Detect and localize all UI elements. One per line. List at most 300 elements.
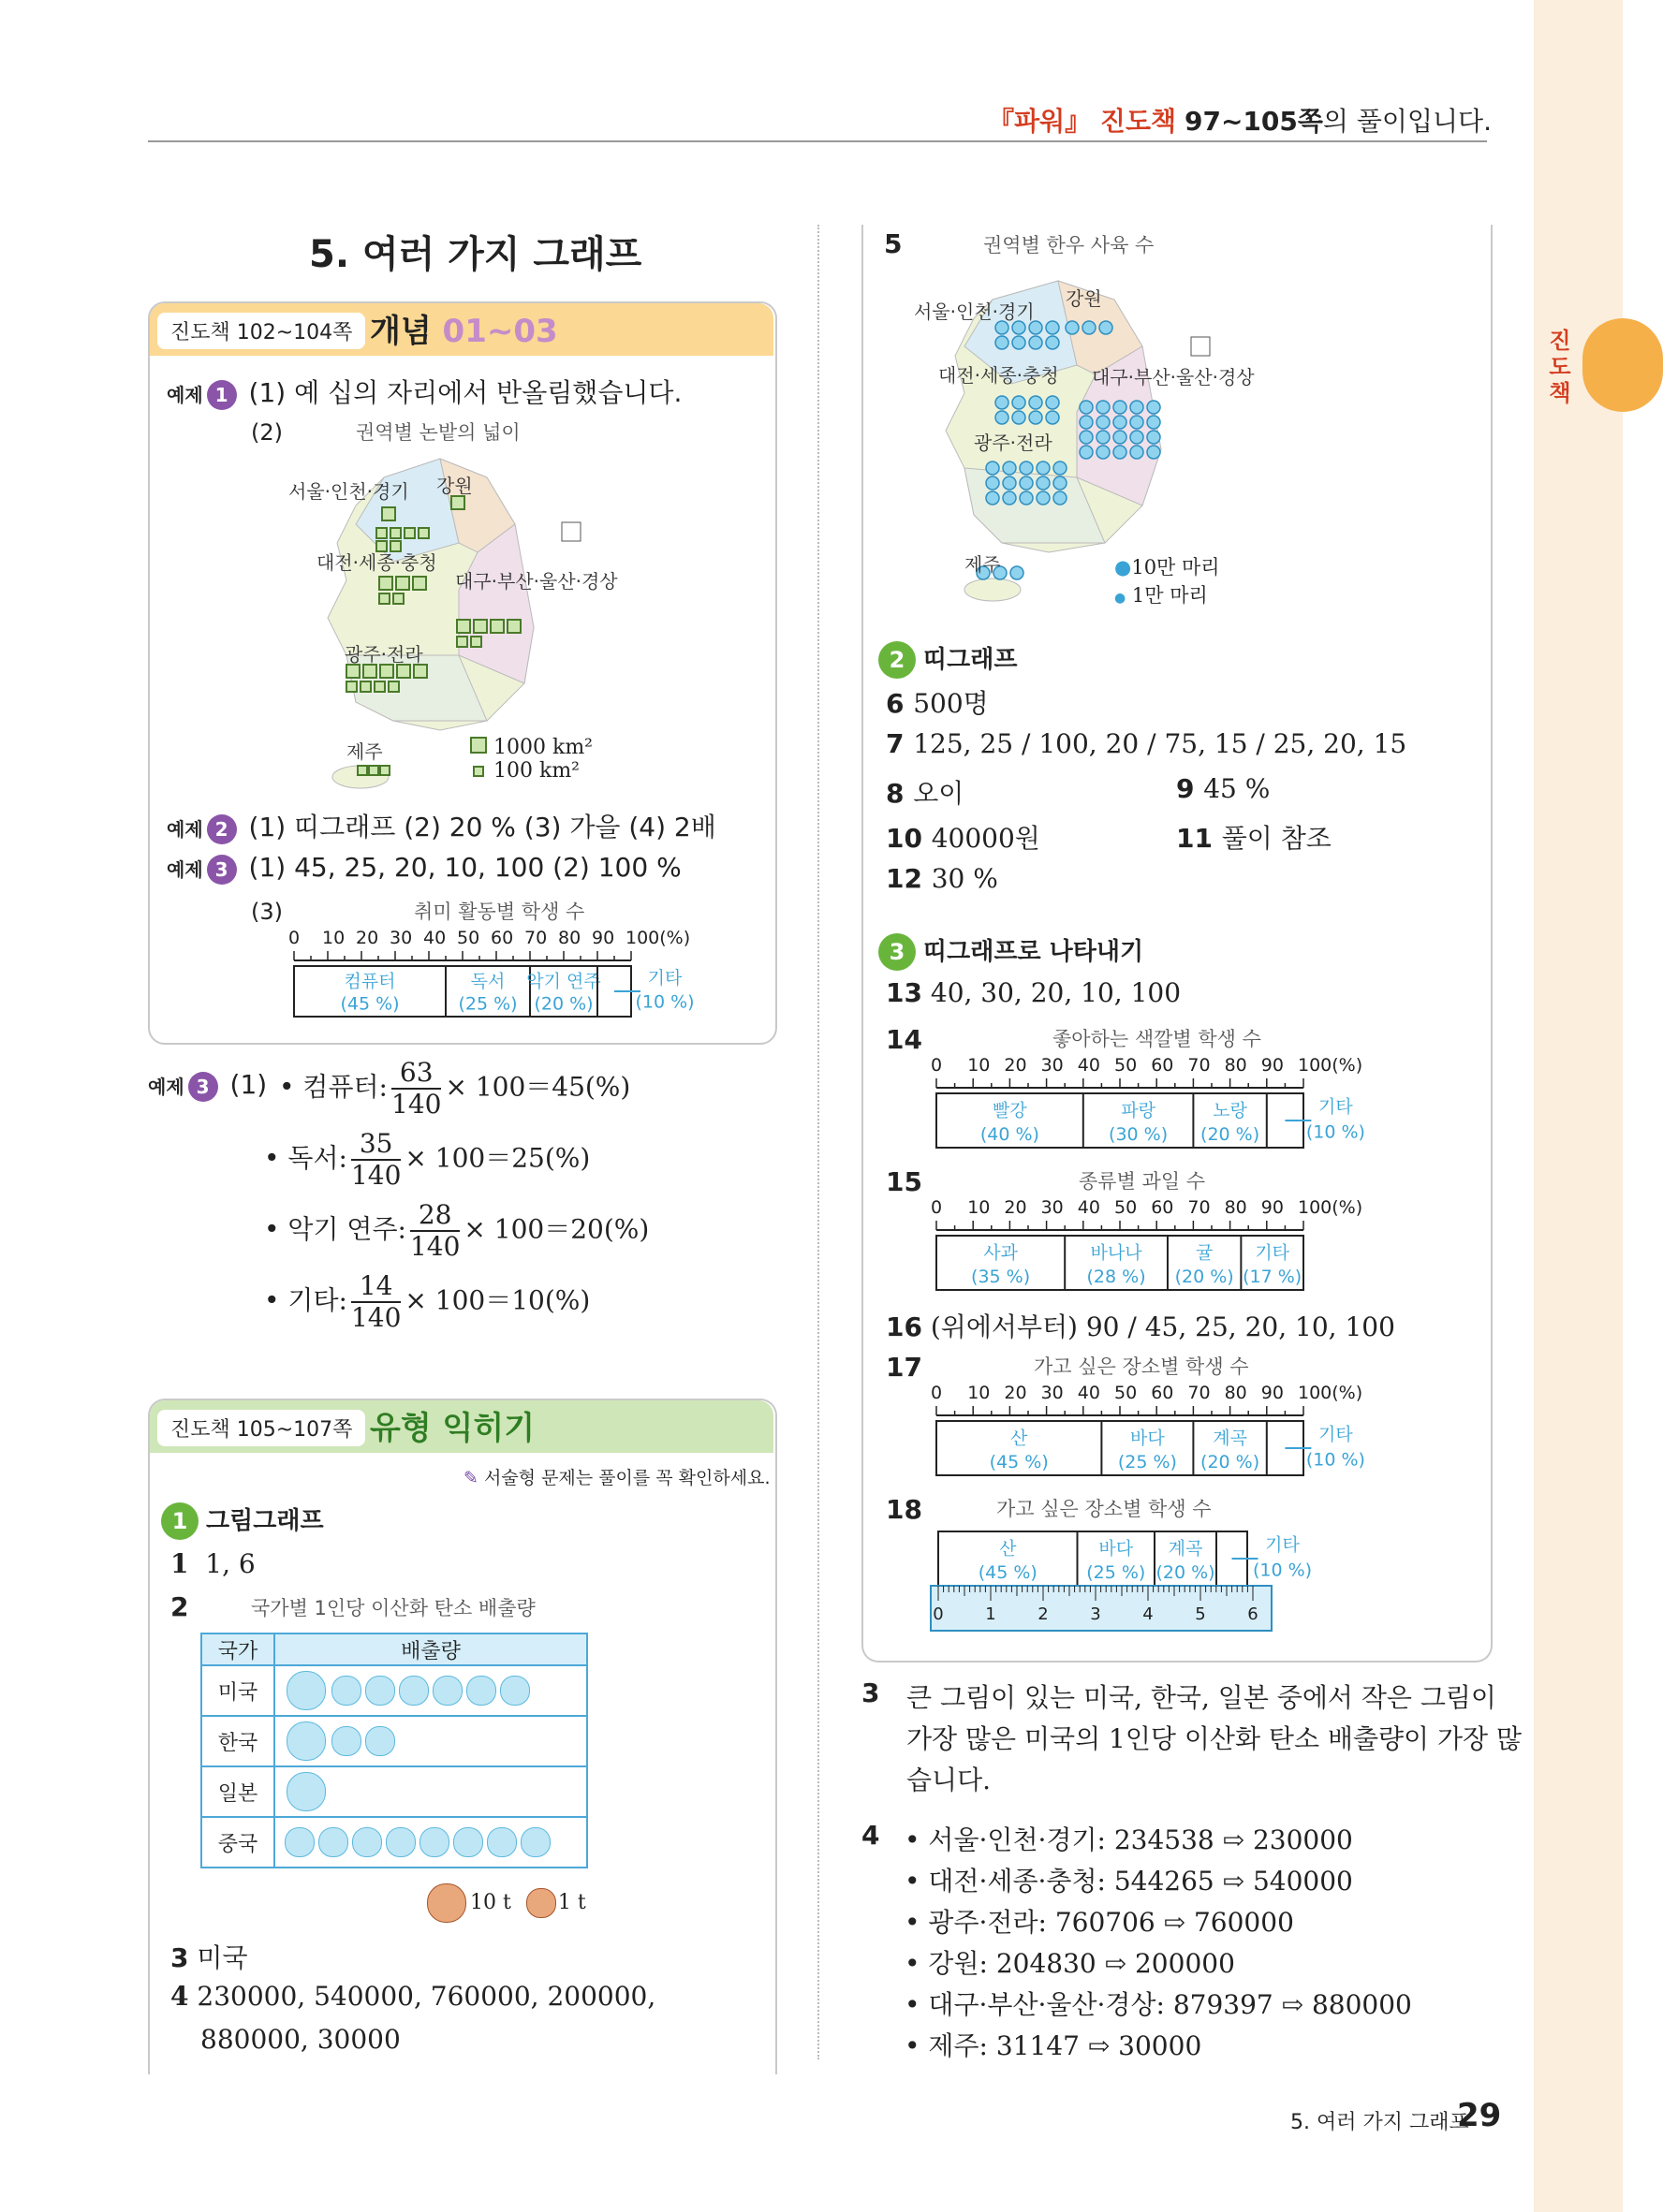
tick-label: 70 bbox=[1187, 1055, 1211, 1076]
co2-legend bbox=[423, 1883, 586, 1923]
solution-line: • 대전·세종·충청: 544265 ⇨ 540000 bbox=[905, 1866, 1353, 1897]
solution-line: • 광주·전라: 760706 ⇨ 760000 bbox=[905, 1907, 1294, 1938]
band-segment-percent: (20 %) bbox=[1174, 1266, 1234, 1287]
hobby-chart-title: 취미 활동별 학생 수 bbox=[414, 901, 585, 923]
solution-line: • 제주: 31147 ⇨ 30000 bbox=[905, 2030, 1202, 2061]
q15-num: 15 bbox=[886, 1166, 922, 1197]
tick-label: 70 bbox=[1187, 1383, 1211, 1403]
ruler-label: 5 bbox=[1195, 1604, 1206, 1624]
co2-small-icon bbox=[399, 1676, 429, 1706]
solution-line: • 강원: 204830 ⇨ 200000 bbox=[905, 1948, 1235, 1979]
co2-icons bbox=[274, 1716, 587, 1766]
tick-label: 0 bbox=[931, 1383, 943, 1403]
concept-pill: 진도책 102~104쪽 bbox=[157, 313, 365, 349]
map2-legend-small: 1만 마리 bbox=[1131, 584, 1208, 607]
band-segment-label: 바다 bbox=[1130, 1428, 1165, 1449]
answer-7 bbox=[886, 728, 1406, 759]
fruit-band-chart bbox=[927, 1196, 1395, 1299]
q13-num: 13 bbox=[886, 977, 922, 1008]
q18-title: 가고 싶은 장소별 학생 수 bbox=[996, 1498, 1212, 1520]
ruler-label: 3 bbox=[1090, 1604, 1101, 1624]
solution-3-num: 3 bbox=[861, 1677, 880, 1708]
page-header bbox=[988, 101, 1492, 139]
ex3-answer: (1) 45, 25, 20, 10, 100 (2) 100 % bbox=[248, 852, 682, 883]
solution-4-num: 4 bbox=[861, 1820, 880, 1851]
cattle-icon bbox=[1003, 476, 1016, 490]
band-segment-label: 빨강 bbox=[993, 1100, 1027, 1121]
ex3-label: 예제 bbox=[167, 858, 203, 881]
co2-small-icon bbox=[521, 1827, 551, 1857]
calc-row-result: × 100＝45(%) bbox=[445, 1071, 631, 1103]
calc-label: 예제 bbox=[148, 1076, 184, 1098]
cattle-icon bbox=[1046, 411, 1059, 424]
cattle-icon bbox=[1130, 401, 1143, 414]
cattle-icon bbox=[995, 336, 1008, 349]
answer-num: 9 bbox=[1176, 773, 1204, 804]
calc-row-result: × 100＝10(%) bbox=[405, 1284, 591, 1316]
cattle-icon bbox=[1113, 401, 1126, 414]
co2-row bbox=[201, 1817, 587, 1868]
solution-line: 큰 그림이 있는 미국, 한국, 일본 중에서 작은 그림이 bbox=[906, 1682, 1496, 1713]
map2-label-chungcheong: 대전·세종·충청 bbox=[938, 364, 1059, 387]
page-number: 29 bbox=[1457, 2097, 1502, 2134]
co2-small-icon bbox=[365, 1726, 395, 1756]
co2-small-icon bbox=[500, 1676, 530, 1706]
ex2-num: 2 bbox=[207, 814, 237, 844]
co2-small-icon bbox=[466, 1676, 496, 1706]
fraction-numerator: 14 bbox=[351, 1271, 401, 1303]
answer-num: 12 bbox=[886, 863, 932, 894]
tick-label: 50 bbox=[1114, 1383, 1138, 1403]
co2-small-icon bbox=[318, 1827, 348, 1857]
cattle-icon bbox=[1096, 446, 1110, 459]
ex1-answer1: (1) 예 십의 자리에서 반올림했습니다. bbox=[248, 377, 683, 408]
tick-label: 60 bbox=[1151, 1383, 1174, 1403]
answer-11 bbox=[1176, 818, 1332, 856]
ruler-label: 4 bbox=[1142, 1604, 1154, 1624]
band-outside-percent: (10 %) bbox=[1305, 1121, 1365, 1143]
map2-label-jeju: 제주 bbox=[964, 553, 1001, 576]
cattle-icon bbox=[1113, 431, 1126, 444]
calc-row bbox=[279, 1058, 630, 1120]
cattle-icon bbox=[1130, 416, 1143, 429]
cattle-icon bbox=[986, 461, 999, 475]
cattle-icon bbox=[1029, 411, 1042, 424]
section2-title: 띠그래프 bbox=[923, 646, 1018, 674]
q1-num: 1 bbox=[170, 1548, 189, 1579]
band-outside-label: 기타 bbox=[1318, 1096, 1353, 1118]
calc-row-name: • 컴퓨터: bbox=[279, 1071, 388, 1103]
cattle-icon bbox=[1080, 416, 1093, 429]
co2-small-icon bbox=[419, 1827, 449, 1857]
place-band-chart bbox=[927, 1382, 1395, 1485]
place-ruler-chart bbox=[927, 1524, 1339, 1640]
q13 bbox=[886, 977, 1181, 1008]
co2-country: 일본 bbox=[201, 1766, 274, 1817]
q17-title: 가고 싶은 장소별 학생 수 bbox=[1034, 1355, 1249, 1378]
cattle-icon bbox=[986, 476, 999, 490]
cattle-icon bbox=[1113, 446, 1126, 459]
tick-label: 20 bbox=[356, 928, 379, 948]
cattle-icon bbox=[1012, 411, 1025, 424]
co2-big-icon bbox=[427, 1883, 466, 1923]
practice-note-text: 서술형 문제는 풀이를 꼭 확인하세요. bbox=[483, 1468, 771, 1488]
answer-text: 40000원 bbox=[931, 823, 1040, 854]
answer-8 bbox=[886, 773, 964, 811]
co2-small-icon bbox=[285, 1827, 315, 1857]
practice-title: 유형 익히기 bbox=[370, 1410, 536, 1447]
co2-small-icon bbox=[526, 1888, 556, 1918]
map1-label-chungcheong: 대전·세종·충청 bbox=[316, 551, 437, 574]
q16-answer: (위에서부터) 90 / 45, 25, 20, 10, 100 bbox=[930, 1311, 1395, 1342]
calc-row bbox=[264, 1129, 590, 1191]
answer-num: 10 bbox=[886, 823, 932, 854]
band-segment-percent: (30 %) bbox=[1109, 1123, 1169, 1145]
band-segment-percent: (20 %) bbox=[1200, 1123, 1260, 1145]
legend-big-field-icon bbox=[470, 737, 487, 754]
band-segment-percent: (25 %) bbox=[1086, 1561, 1146, 1583]
co2-icons bbox=[274, 1766, 587, 1817]
tick-label: 60 bbox=[1151, 1197, 1174, 1218]
map1-legend-big: 1000 km² bbox=[493, 736, 593, 759]
answer-10 bbox=[886, 818, 1040, 856]
ex2-line bbox=[167, 807, 716, 844]
band-segment-label: 노랑 bbox=[1213, 1100, 1247, 1121]
section2-head bbox=[878, 640, 1017, 679]
q16 bbox=[886, 1307, 1395, 1344]
band-outside-label: 기타 bbox=[1265, 1534, 1300, 1556]
tick-label: 80 bbox=[1224, 1055, 1247, 1076]
co2-icons bbox=[274, 1817, 587, 1868]
band-segment-percent: (35 %) bbox=[971, 1266, 1031, 1287]
band-segment-percent: (20 %) bbox=[1155, 1561, 1215, 1583]
cattle-icon bbox=[1096, 431, 1110, 444]
cattle-icon bbox=[1037, 461, 1050, 475]
tick-label: 20 bbox=[1004, 1383, 1027, 1403]
q14-num: 14 bbox=[886, 1024, 922, 1055]
q3-answer: 미국 bbox=[197, 1942, 248, 1973]
co2-table bbox=[200, 1633, 588, 1868]
band-segment-percent: (45 %) bbox=[978, 1561, 1038, 1583]
co2-row bbox=[201, 1716, 587, 1766]
answer-text: 오이 bbox=[913, 778, 964, 809]
answer-text: 500명 bbox=[913, 688, 989, 719]
concept-title-text: 개념 bbox=[370, 313, 432, 350]
tick-label: 0 bbox=[288, 928, 301, 948]
ex1-label: 예제 bbox=[167, 384, 203, 406]
map1-label-jeolla: 광주·전라 bbox=[345, 643, 423, 666]
map2-legend-big: 10만 마리 bbox=[1131, 556, 1220, 579]
tick-label: 70 bbox=[524, 928, 548, 948]
answer-text: 45 % bbox=[1203, 773, 1271, 804]
cattle-icon bbox=[1130, 431, 1143, 444]
cattle-icon bbox=[1053, 491, 1067, 505]
concept-title bbox=[370, 305, 558, 351]
tick-label: 90 bbox=[1260, 1197, 1284, 1218]
tick-label: 40 bbox=[1077, 1197, 1100, 1218]
cattle-icon bbox=[1029, 321, 1042, 334]
tick-label: 100(%) bbox=[1298, 1055, 1363, 1076]
cattle-icon bbox=[1020, 491, 1033, 505]
tick-label: 100(%) bbox=[1298, 1383, 1363, 1403]
header-suffix: 의 풀이입니다. bbox=[1322, 106, 1492, 137]
cattle-icon bbox=[1012, 336, 1025, 349]
tick-label: 100(%) bbox=[625, 928, 691, 948]
ruler-label: 6 bbox=[1247, 1604, 1258, 1624]
tick-label: 50 bbox=[1114, 1197, 1138, 1218]
fraction-denominator: 140 bbox=[409, 1231, 461, 1262]
map2-label-capital: 서울·인천·경기 bbox=[914, 300, 1035, 323]
calc-prefix: (1) bbox=[229, 1069, 268, 1100]
q4 bbox=[170, 1981, 655, 2012]
map1-label-gangwon: 강원 bbox=[436, 475, 473, 497]
co2-small-icon bbox=[433, 1676, 463, 1706]
ex1-line bbox=[167, 373, 682, 410]
fraction-denominator: 140 bbox=[350, 1160, 402, 1191]
answer-text: 풀이 참조 bbox=[1221, 823, 1332, 854]
q5-map-title: 권역별 한우 사육 수 bbox=[983, 234, 1155, 256]
calc-row-result: × 100＝25(%) bbox=[405, 1142, 591, 1174]
co2-small-icon bbox=[331, 1726, 361, 1756]
header-rule bbox=[148, 140, 1487, 142]
map1-legend bbox=[470, 736, 593, 783]
q2-num: 2 bbox=[170, 1591, 189, 1622]
answer-9 bbox=[1176, 773, 1270, 804]
band-outside-percent: (10 %) bbox=[635, 991, 695, 1013]
cattle-icon bbox=[1053, 476, 1067, 490]
co2-row bbox=[201, 1665, 587, 1716]
band-segment-label: 악기 연주 bbox=[526, 971, 601, 992]
band-segment-label: 기타 bbox=[1255, 1242, 1290, 1264]
cattle-icon bbox=[995, 411, 1008, 424]
band-segment-percent: (45 %) bbox=[989, 1451, 1049, 1472]
ruler-label: 1 bbox=[985, 1604, 996, 1624]
cattle-icon bbox=[1099, 321, 1112, 334]
cattle-icon bbox=[1080, 431, 1093, 444]
cattle-icon bbox=[1147, 431, 1160, 444]
q13-answer: 40, 30, 20, 10, 100 bbox=[930, 977, 1182, 1008]
ex1-part2: (2) bbox=[251, 419, 283, 446]
tick-label: 0 bbox=[931, 1197, 943, 1218]
cattle-icon bbox=[1053, 461, 1067, 475]
band-segment-label: 사과 bbox=[983, 1242, 1018, 1264]
band-segment-label: 계곡 bbox=[1168, 1538, 1203, 1560]
calc-row-name: • 기타: bbox=[264, 1284, 347, 1316]
q1 bbox=[170, 1548, 256, 1579]
tick-label: 30 bbox=[390, 928, 413, 948]
section3-num: 3 bbox=[878, 933, 916, 971]
tick-label: 30 bbox=[1040, 1055, 1064, 1076]
tick-label: 70 bbox=[1187, 1197, 1211, 1218]
tick-label: 100(%) bbox=[1298, 1197, 1363, 1218]
co2-country: 한국 bbox=[201, 1716, 274, 1766]
calc-row-name: • 독서: bbox=[264, 1142, 347, 1174]
answer-text: 30 % bbox=[931, 863, 998, 894]
section1-num: 1 bbox=[161, 1502, 199, 1540]
section3-head bbox=[878, 932, 1143, 971]
co2-big-icon bbox=[287, 1772, 326, 1811]
answer-num: 7 bbox=[886, 728, 914, 759]
co2-small-icon bbox=[453, 1827, 483, 1857]
chapter-title: 5. 여러 가지 그래프 bbox=[309, 233, 642, 276]
fraction-numerator: 63 bbox=[391, 1058, 441, 1090]
legend-small-field-icon bbox=[473, 766, 484, 777]
cattle-icon bbox=[1066, 321, 1079, 334]
co2-big-icon bbox=[287, 1721, 326, 1761]
co2-big-icon bbox=[287, 1671, 326, 1710]
band-segment-label: 바다 bbox=[1098, 1538, 1134, 1560]
tick-label: 90 bbox=[592, 928, 615, 948]
cattle-small-icon: ● bbox=[1114, 591, 1126, 606]
cattle-icon bbox=[1080, 446, 1093, 459]
side-tab bbox=[1582, 318, 1663, 412]
answer-12 bbox=[886, 863, 998, 894]
solution-line: • 서울·인천·경기: 234538 ⇨ 230000 bbox=[905, 1824, 1353, 1855]
footer-chapter: 5. 여러 가지 그래프 bbox=[1290, 2111, 1469, 2134]
co2-row bbox=[201, 1766, 587, 1817]
hobby-band-chart bbox=[281, 927, 730, 1020]
co2-icons bbox=[274, 1665, 587, 1716]
q5-num: 5 bbox=[884, 228, 903, 259]
band-outside-label: 기타 bbox=[647, 967, 683, 989]
fraction-numerator: 35 bbox=[351, 1129, 401, 1161]
answer-num: 6 bbox=[886, 688, 914, 719]
ruler-label: 2 bbox=[1038, 1604, 1049, 1624]
cattle-icon bbox=[1147, 401, 1160, 414]
band-segment-percent: (40 %) bbox=[979, 1123, 1039, 1145]
calc-head bbox=[148, 1069, 267, 1102]
map2-label-jeolla: 광주·전라 bbox=[974, 432, 1052, 454]
co2-rows bbox=[201, 1665, 587, 1868]
answer-text: 125, 25 / 100, 20 / 75, 15 / 25, 20, 15 bbox=[913, 728, 1407, 759]
cattle-icon bbox=[1147, 416, 1160, 429]
co2-small-icon bbox=[386, 1827, 416, 1857]
pencil-icon: ✎ bbox=[464, 1468, 478, 1488]
cattle-icon bbox=[995, 321, 1008, 334]
section3-title: 띠그래프로 나타내기 bbox=[923, 938, 1144, 966]
color-band-chart bbox=[927, 1054, 1395, 1157]
calc-row-result: × 100＝20(%) bbox=[464, 1213, 650, 1245]
q4-answer-2: 880000, 30000 bbox=[200, 2024, 401, 2055]
tick-label: 40 bbox=[1077, 1383, 1100, 1403]
side-tab-label: 진도책 bbox=[1549, 328, 1571, 406]
fraction bbox=[351, 1271, 401, 1333]
compass-icon bbox=[562, 522, 581, 541]
band-segment-percent: (17 %) bbox=[1243, 1266, 1302, 1287]
band-segment-label: 산 bbox=[1010, 1428, 1028, 1449]
cattle-icon bbox=[1003, 491, 1016, 505]
fraction-denominator: 140 bbox=[350, 1302, 402, 1333]
band-segment-percent: (25 %) bbox=[458, 993, 518, 1015]
cattle-icon bbox=[995, 396, 1008, 409]
cattle-icon bbox=[1082, 321, 1096, 334]
header-pages: 97~105쪽 bbox=[1184, 106, 1323, 137]
map1-label-jeju: 제주 bbox=[346, 740, 383, 763]
ex1-num: 1 bbox=[207, 380, 237, 410]
tick-label: 20 bbox=[1004, 1055, 1027, 1076]
tick-label: 80 bbox=[558, 928, 581, 948]
co2-col-country: 국가 bbox=[201, 1633, 274, 1665]
answer-6 bbox=[886, 683, 989, 721]
ex3-line bbox=[167, 852, 682, 885]
band-outside-percent: (10 %) bbox=[1252, 1560, 1313, 1581]
cattle-icon bbox=[1130, 446, 1143, 459]
map2-jeju bbox=[964, 579, 1021, 601]
map2-label-gyeongsang: 대구·부산·울산·경상 bbox=[1092, 366, 1255, 388]
q2-title: 국가별 1인당 이산화 탄소 배출량 bbox=[251, 1597, 536, 1619]
cattle-icon bbox=[1046, 396, 1059, 409]
map1-label-gyeongsang: 대구·부산·울산·경상 bbox=[455, 570, 618, 593]
cattle-icon bbox=[1096, 401, 1110, 414]
cattle-icon bbox=[1147, 446, 1160, 459]
band-segment-percent: (28 %) bbox=[1086, 1266, 1146, 1287]
tick-label: 80 bbox=[1224, 1383, 1247, 1403]
tick-label: 80 bbox=[1224, 1197, 1247, 1218]
band-segment-label: 바나나 bbox=[1090, 1242, 1142, 1264]
q14-title: 좋아하는 색깔별 학생 수 bbox=[1052, 1028, 1261, 1050]
cattle-big-icon: ● bbox=[1114, 556, 1132, 579]
band-segment-percent: (25 %) bbox=[1117, 1451, 1177, 1472]
cattle-icon bbox=[1080, 401, 1093, 414]
q1-answer: 1, 6 bbox=[205, 1548, 256, 1579]
cattle-icon bbox=[1096, 416, 1110, 429]
ex2-label: 예제 bbox=[167, 818, 203, 841]
co2-small-icon bbox=[487, 1827, 517, 1857]
tick-label: 20 bbox=[1004, 1197, 1027, 1218]
fraction bbox=[351, 1129, 401, 1191]
band-segment-label: 계곡 bbox=[1213, 1428, 1247, 1449]
q16-num: 16 bbox=[886, 1311, 922, 1342]
co2-small-icon bbox=[352, 1827, 382, 1857]
calc-row-name: • 악기 연주: bbox=[264, 1213, 406, 1245]
tick-label: 50 bbox=[1114, 1055, 1138, 1076]
cattle-icon bbox=[1037, 476, 1050, 490]
cattle-icon bbox=[1046, 336, 1059, 349]
q4-answer-1: 230000, 540000, 760000, 200000, bbox=[197, 1981, 656, 2012]
section1-head bbox=[161, 1502, 324, 1540]
tick-label: 90 bbox=[1260, 1383, 1284, 1403]
co2-legend-small: 1 t bbox=[557, 1891, 586, 1914]
band-segment-label: 독서 bbox=[470, 971, 506, 992]
tick-label: 40 bbox=[423, 928, 447, 948]
co2-legend-big: 10 t bbox=[470, 1891, 511, 1914]
tick-label: 10 bbox=[967, 1383, 991, 1403]
tick-label: 60 bbox=[1151, 1055, 1174, 1076]
cattle-icon bbox=[986, 491, 999, 505]
tick-label: 50 bbox=[457, 928, 480, 948]
map1-legend-small: 100 km² bbox=[493, 759, 580, 783]
map2-legend bbox=[1114, 552, 1220, 608]
ex3-num: 3 bbox=[207, 855, 237, 885]
cattle-icon bbox=[1010, 566, 1023, 579]
band-segment-percent: (20 %) bbox=[1200, 1451, 1260, 1472]
tick-label: 60 bbox=[491, 928, 514, 948]
practice-pill: 진도책 105~107쪽 bbox=[157, 1410, 365, 1446]
tick-label: 90 bbox=[1260, 1055, 1284, 1076]
band-segment-percent: (20 %) bbox=[534, 993, 594, 1015]
header-book: 『파워』 진도책 bbox=[988, 106, 1177, 137]
fraction bbox=[391, 1058, 441, 1120]
concept-range: 01~03 bbox=[442, 313, 558, 350]
ex3-part3: (3) bbox=[251, 899, 283, 925]
section2-num: 2 bbox=[878, 641, 916, 679]
q4-num: 4 bbox=[170, 1981, 189, 2012]
co2-country: 미국 bbox=[201, 1665, 274, 1716]
tick-label: 30 bbox=[1040, 1197, 1064, 1218]
map1-label-capital: 서울·인천·경기 bbox=[288, 480, 409, 503]
band-outside-percent: (10 %) bbox=[1305, 1449, 1365, 1471]
q5 bbox=[884, 228, 902, 259]
